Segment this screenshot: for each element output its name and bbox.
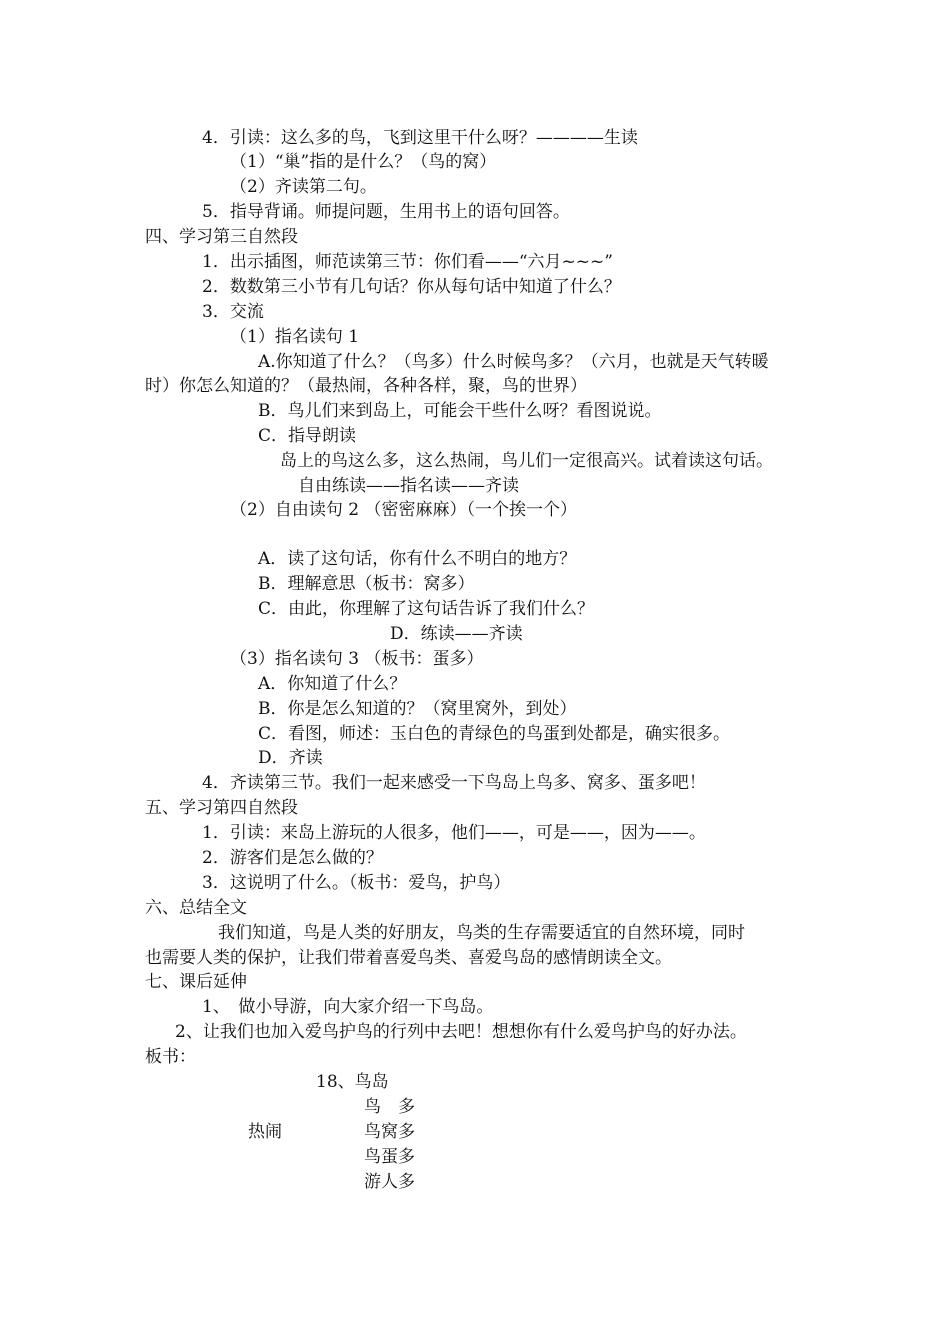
text-line: 1．出示插图，师范读第三节：你们看——“六月~~~” (202, 252, 613, 272)
text-line: 自由练读——指名读——齐读 (298, 476, 519, 496)
text-line: 4．引读：这么多的鸟，飞到这里干什么呀？————生读 (202, 128, 638, 148)
text-line: D．练读——齐读 (390, 624, 523, 644)
text-line: 2．游客们是怎么做的？ (202, 848, 383, 868)
text-line: 3．交流 (202, 302, 264, 322)
text-line: 3．这说明了什么。（板书：爱鸟，护鸟） (202, 873, 511, 893)
text-line: 1．引读：来岛上游玩的人很多，他们——，可是——，因为——。 (202, 823, 706, 843)
text-line: A．读了这句话，你有什么不明白的地方？ (258, 549, 577, 569)
board-item: 游人多 (364, 1172, 415, 1192)
text-line: 5．指导背诵。师提问题，生用书上的语句回答。 (202, 202, 570, 222)
board-title: 18、鸟岛 (316, 1072, 389, 1092)
text-line: C．看图，师述：玉白色的青绿色的鸟蛋到处都是，确实很多。 (258, 724, 731, 744)
text-line: C．指导朗读 (258, 426, 357, 446)
section-heading: 五、学习第四自然段 (145, 798, 298, 818)
text-line: 板书： (145, 1047, 196, 1067)
board-item: 鸟 多 (364, 1097, 415, 1117)
text-line: B．理解意思（板书：窝多） (258, 574, 475, 594)
board-item: 鸟窝多 (364, 1122, 415, 1142)
text-line: A．你知道了什么？ (258, 674, 407, 694)
text-line: 4．齐读第三节。我们一起来感受一下鸟岛上鸟多、窝多、蛋多吧！ (202, 773, 706, 793)
text-line: 我们知道，鸟是人类的好朋友，鸟类的生存需要适宜的自然环境，同时 (218, 923, 745, 943)
text-line: （3）指名读句 3 （板书：蛋多） (230, 649, 484, 669)
text-line: （2）自由读句 2 （密密麻麻）（一个挨一个） (230, 500, 577, 520)
section-heading: 六、总结全文 (145, 898, 247, 918)
board-label: 热闹 (248, 1122, 282, 1142)
text-line: B．鸟儿们来到岛上，可能会干些什么呀？看图说说。 (258, 401, 662, 421)
text-line: （2）齐读第二句。 (230, 177, 377, 197)
text-line: （1）指名读句 1 (230, 327, 360, 347)
text-line: 1、 做小导游，向大家介绍一下鸟岛。 (202, 997, 494, 1017)
text-line: D．齐读 (258, 748, 323, 768)
text-line: A.你知道了什么？（鸟多）什么时候鸟多？（六月，也就是天气转暖 (258, 352, 769, 372)
text-line: B．你是怎么知道的？（窝里窝外，到处） (258, 699, 577, 719)
text-line: （1）“巢”指的是什么？（鸟的窝） (230, 152, 497, 172)
text-line: 岛上的鸟这么多，这么热闹，鸟儿们一定很高兴。试着读这句话。 (280, 451, 773, 471)
text-line: 2．数数第三小节有几句话？你从每句话中知道了什么？ (202, 277, 621, 297)
text-line: 时）你怎么知道的？（最热闹，各种各样，聚，鸟的世界） (145, 376, 587, 396)
section-heading: 四、学习第三自然段 (145, 227, 298, 247)
text-line: C．由此，你理解了这句话告诉了我们什么？ (258, 599, 595, 619)
text-line: 2、让我们也加入爱鸟护鸟的行列中去吧！想想你有什么爱鸟护鸟的好办法。 (175, 1022, 747, 1042)
section-heading: 七、课后延伸 (145, 972, 247, 992)
text-line: 也需要人类的保护，让我们带着喜爱鸟类、喜爱鸟岛的感情朗读全文。 (145, 948, 672, 968)
board-item: 鸟蛋多 (364, 1147, 415, 1167)
